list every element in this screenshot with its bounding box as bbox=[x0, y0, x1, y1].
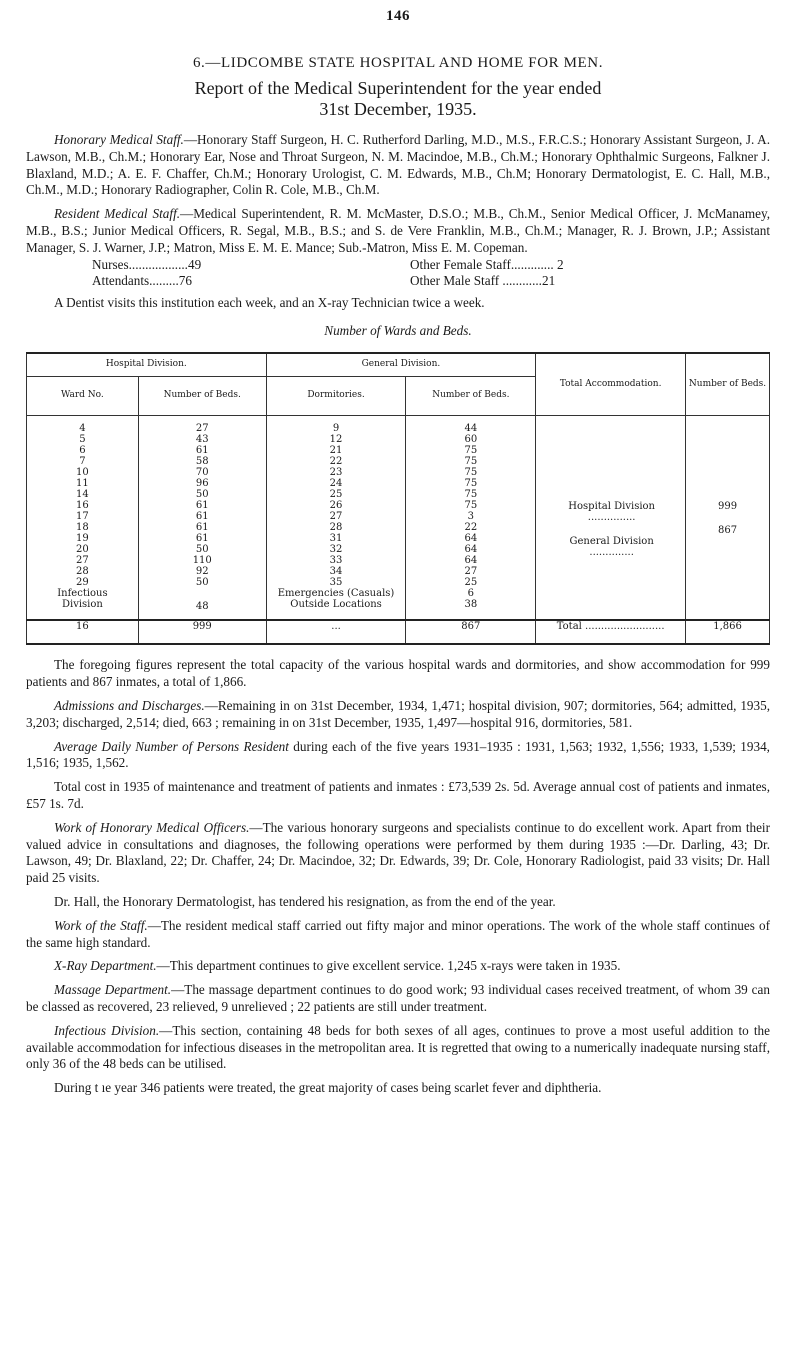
ward-no: 17 bbox=[76, 511, 89, 523]
average-paragraph bbox=[26, 739, 770, 773]
page-number: 146 bbox=[386, 8, 410, 24]
massage-label: Massage Department. bbox=[54, 982, 172, 998]
dormitory-no: 28 bbox=[329, 522, 343, 534]
infectious-text: —This section, containing 48 beds for both sexes of all ages, continues to prove a most useful addition to the available accommodation for infectious diseases in the metropolitan area. It is regretted that owing to a numerically inadequate nursing staff, only 36 of the 48 beds can be utilised. bbox=[26, 1022, 770, 1072]
staff-counts bbox=[26, 257, 770, 291]
foregoing-paragraph: The foregoing figures represent the total capacity of the various hospital wards and dormitories, and show accommodation for 999 patients and 867 inmates, a total of 1,866. bbox=[26, 657, 770, 690]
dormitory-beds: 64 bbox=[464, 533, 478, 545]
general-division-header: General Division. bbox=[266, 353, 536, 377]
hospital-division-header: Hospital Division. bbox=[27, 353, 267, 377]
attendants-count: Attendants.........76 bbox=[92, 273, 192, 289]
dormitory-no: 24 bbox=[329, 478, 343, 490]
hospital-division-beds: 999 bbox=[717, 501, 738, 513]
ward-no: 5 bbox=[79, 434, 86, 446]
general-division-label: General Division .............. bbox=[569, 536, 654, 559]
dormitory-beds: 38 bbox=[464, 599, 478, 611]
ward-numbers-cell bbox=[27, 423, 139, 612]
dormitory-beds: 64 bbox=[464, 555, 478, 567]
dormitory-beds: 27 bbox=[464, 566, 478, 578]
hospital-beds-cell bbox=[138, 423, 266, 612]
total-label: Total ......................... bbox=[536, 620, 686, 644]
dormitory-no: 34 bbox=[329, 566, 343, 578]
ward-beds: 61 bbox=[195, 522, 209, 534]
admissions-text: —Remaining in on 31st December, 1934, 1,471; hospital division, 907; dormitories, 564; admitted, 1935, 3,203; discharged, 2,514; died, 663 ; remaining in on 31st December, 1935, 1,497—hospital 916, dormitories, 581. bbox=[26, 698, 771, 730]
document-page bbox=[26, 0, 770, 1097]
dormitory-no: Emergencies (Casuals) bbox=[277, 588, 395, 600]
resident-staff-text: —Medical Superintendent, R. M. McMaster, D.S.O.; M.B., Ch.M., Senior Medical Officer, J. McManamey, M.B., B.S.; Junior Medical Officers, R. Segal, M.B., B.S.; and S. de Vere Franklin, M.B., Ch.M.; Manager, R. J. Brown, J.P.; Assistant Manager, S. J. Warner, J.P.; Matron, Miss E. M. E. Mance; Sub.-Matron, Miss E. M. Copeman. bbox=[26, 206, 770, 255]
dormitory-no: 21 bbox=[329, 445, 343, 457]
ward-no: 19 bbox=[76, 533, 89, 545]
dormitory-beds: 75 bbox=[464, 478, 478, 490]
table-total-row bbox=[27, 620, 770, 644]
dormitory-beds: 60 bbox=[464, 434, 478, 446]
ward-no: 11 bbox=[76, 478, 89, 490]
average-text: during each of the five years 1931–1935 : 1931, 1,563; 1932, 1,556; 1933, 1,539; 1934, 1,516; 1935, 1,562. bbox=[26, 738, 770, 771]
ward-no: 16 bbox=[76, 500, 89, 512]
table-title: Number of Wards and Beds. bbox=[324, 322, 472, 338]
general-division-summary bbox=[536, 536, 685, 558]
ward-beds: 27 bbox=[195, 423, 209, 435]
staff-work-paragraph bbox=[26, 918, 770, 952]
ward-beds: 61 bbox=[195, 533, 209, 545]
dormitory-no: Outside Locations bbox=[290, 599, 382, 611]
dormitory-no: 9 bbox=[332, 423, 340, 435]
admissions-paragraph bbox=[26, 698, 770, 732]
ward-beds: 61 bbox=[195, 511, 209, 523]
staff-count-row bbox=[26, 257, 770, 274]
ward-no: 28 bbox=[76, 566, 89, 578]
xray-text: —This department continues to give excellent service. 1,245 x-rays were taken in 1935. bbox=[156, 958, 621, 974]
ward-no: 29 bbox=[76, 577, 89, 589]
xray-label: X-Ray Department. bbox=[54, 958, 157, 974]
dormitory-beds: 25 bbox=[464, 577, 478, 589]
dormitory-beds: 6 bbox=[467, 588, 475, 600]
dormitory-no: 35 bbox=[329, 577, 343, 589]
wards-beds-table bbox=[26, 352, 770, 646]
ward-beds: 58 bbox=[195, 456, 209, 468]
ward-no: Division bbox=[61, 599, 103, 611]
admissions-label: Admissions and Discharges. bbox=[54, 698, 205, 714]
spacer bbox=[686, 512, 769, 525]
dormitory-beds: 75 bbox=[464, 456, 478, 468]
dormitory-beds: 75 bbox=[464, 500, 478, 512]
xray-paragraph bbox=[26, 958, 770, 975]
honorary-staff-text: —Honorary Staff Surgeon, H. C. Rutherford Darling, M.D., M.S., F.R.C.S.; Honorary Assistant Surgeon, J. A. Lawson, M.B., Ch.M.; Honorary Ear, Nose and Throat Surgeon, N. M. Macindoe, M.B., Ch.M.; Honorary Ophthalmic Surgeons, Falkner J. Blaxland, M.D.; A. E. F. Chaffer, Ch.M.; Honorary Urologist, C. M. Edwards, M.B., Ch.M; Honorary Dermatologist, E. C. Hall, M.B., Ch.M., M.D.; Honorary Radiographer, Colin R. Cole, M.B., Ch.M. bbox=[26, 132, 770, 198]
ward-no: 14 bbox=[76, 489, 89, 501]
ward-beds: 43 bbox=[195, 434, 209, 446]
dormitory-no: 31 bbox=[329, 533, 343, 545]
total-beds-header: Number of Beds. bbox=[686, 353, 770, 416]
ward-beds: 50 bbox=[195, 544, 209, 556]
honorary-staff-label: Honorary Medical Staff. bbox=[54, 132, 184, 147]
report-title-line1: Report of the Medical Superintendent for the year ended bbox=[194, 78, 602, 98]
dormitory-beds: 44 bbox=[464, 423, 478, 435]
ward-beds: 110 bbox=[192, 555, 212, 567]
ward-beds: 61 bbox=[195, 445, 209, 457]
total-accommodation-cell bbox=[536, 423, 686, 612]
spacer bbox=[536, 423, 685, 501]
ward-beds-empty bbox=[139, 588, 266, 601]
ward-beds: 92 bbox=[195, 566, 209, 578]
total-hospital-beds: 999 bbox=[138, 620, 266, 644]
ward-no: 6 bbox=[79, 445, 86, 457]
dormitory-no: 32 bbox=[329, 544, 343, 556]
staff-count-row bbox=[26, 273, 770, 290]
section-heading: 6.—LIDCOMBE STATE HOSPITAL AND HOME FOR MEN. bbox=[192, 55, 604, 71]
ward-beds: 50 bbox=[195, 577, 209, 589]
spacer bbox=[686, 423, 769, 501]
general-division-beds: 867 bbox=[717, 525, 738, 537]
dormitory-beds: 3 bbox=[467, 511, 475, 523]
general-beds-cell bbox=[406, 423, 536, 612]
resident-staff-label: Resident Medical Staff. bbox=[54, 206, 181, 222]
total-beds-cell bbox=[686, 423, 770, 612]
grand-total-beds: 1,866 bbox=[686, 620, 770, 644]
staff-work-text: —The resident medical staff carried out fifty major and minor operations. The work of the whole staff continues of the same high standard. bbox=[26, 917, 771, 950]
dormitories-header: Dormitories. bbox=[266, 376, 406, 415]
nurses-count: Nurses..................49 bbox=[92, 256, 202, 272]
report-title-line2: 31st December, 1935. bbox=[319, 99, 477, 119]
total-accommodation-header: Total Accommodation. bbox=[536, 353, 686, 416]
ward-no-header: Ward No. bbox=[27, 376, 139, 415]
total-general-beds: 867 bbox=[406, 620, 536, 644]
ward-no: 18 bbox=[76, 522, 89, 534]
dormitory-beds: 75 bbox=[464, 445, 478, 457]
ward-beds: 70 bbox=[195, 467, 209, 479]
dormitory-beds: 22 bbox=[464, 522, 478, 534]
honorary-work-label: Work of Honorary Medical Officers. bbox=[54, 819, 250, 835]
honorary-staff-paragraph bbox=[26, 132, 770, 199]
dormitory-beds: 64 bbox=[464, 544, 478, 556]
ward-beds: 96 bbox=[195, 478, 209, 490]
hospital-beds-header: Number of Beds. bbox=[138, 376, 266, 415]
honorary-work-text: —The various honorary surgeons and specialists continue to do excellent work. Apart from their valued advice in consultations and diagnoses, the following operations were performed by them during 1935 :—Dr. Darling, 43; Dr. Lawson, 49; Dr. Blaxland, 22; Dr. Chaffer, 24; Dr. Macindoe, 32; Dr. Edwards, 39; Dr. Cole, Honorary Radiologist, paid 33 visits; Dr. Hall paid 25 visits. bbox=[26, 819, 770, 886]
dormitory-no: 22 bbox=[329, 456, 343, 468]
cost-paragraph: Total cost in 1935 of maintenance and treatment of patients and inmates : £73,539 2s. 5d. Average annual cost of patients and inmates, £57 1s. 7d. bbox=[26, 779, 770, 812]
during-year-paragraph: During t ıe year 346 patients were treated, the great majority of cases being scarlet fever and diphtheria. bbox=[54, 1080, 602, 1096]
dentist-paragraph: A Dentist visits this institution each week, and an X-ray Technician twice a week. bbox=[54, 295, 485, 311]
other-male-staff-count: Other Male Staff ............21 bbox=[410, 273, 556, 289]
ward-beds: 61 bbox=[195, 500, 209, 512]
other-female-staff-count: Other Female Staff............. 2 bbox=[410, 256, 564, 272]
dormitories-cell bbox=[266, 423, 406, 612]
infectious-paragraph bbox=[26, 1023, 770, 1073]
ward-no: 4 bbox=[79, 423, 86, 435]
total-wards: 16 bbox=[27, 620, 139, 644]
ward-no: 20 bbox=[76, 544, 89, 556]
ward-no: Infectious bbox=[57, 588, 108, 600]
spacer bbox=[536, 523, 685, 536]
massage-text: —The massage department continues to do good work; 93 individual cases received treatment, of whom 39 can be classed as recovered, 23 relieved, 9 unrelieved ; 22 patients are still under treatment. bbox=[26, 982, 770, 1015]
average-label: Average Daily Number of Persons Resident bbox=[54, 738, 289, 754]
total-dormitories: ... bbox=[266, 620, 406, 644]
massage-paragraph bbox=[26, 982, 770, 1016]
ward-beds: 48 bbox=[195, 601, 209, 613]
ward-beds: 50 bbox=[195, 489, 209, 501]
dormitory-beds: 75 bbox=[464, 467, 478, 479]
honorary-work-paragraph bbox=[26, 820, 770, 887]
dormitory-no: 33 bbox=[329, 555, 343, 567]
staff-work-label: Work of the Staff. bbox=[54, 917, 148, 933]
ward-no: 27 bbox=[76, 555, 89, 567]
dormitory-no: 27 bbox=[329, 511, 343, 523]
infectious-label: Infectious Division. bbox=[54, 1022, 160, 1038]
ward-no: 7 bbox=[79, 456, 86, 468]
ward-no: 10 bbox=[76, 467, 89, 479]
hall-resignation-paragraph: Dr. Hall, the Honorary Dermatologist, has tendered his resignation, as from the end of the year. bbox=[54, 894, 556, 910]
dormitory-no: 26 bbox=[329, 500, 343, 512]
general-beds-header: Number of Beds. bbox=[406, 376, 536, 415]
hospital-division-summary bbox=[536, 501, 685, 523]
dormitory-beds: 75 bbox=[464, 489, 478, 501]
resident-staff-paragraph bbox=[26, 206, 770, 256]
dormitory-no: 25 bbox=[329, 489, 343, 501]
dormitory-no: 12 bbox=[329, 434, 343, 446]
dormitory-no: 23 bbox=[329, 467, 343, 479]
hospital-division-label: Hospital Division ............... bbox=[568, 501, 655, 524]
